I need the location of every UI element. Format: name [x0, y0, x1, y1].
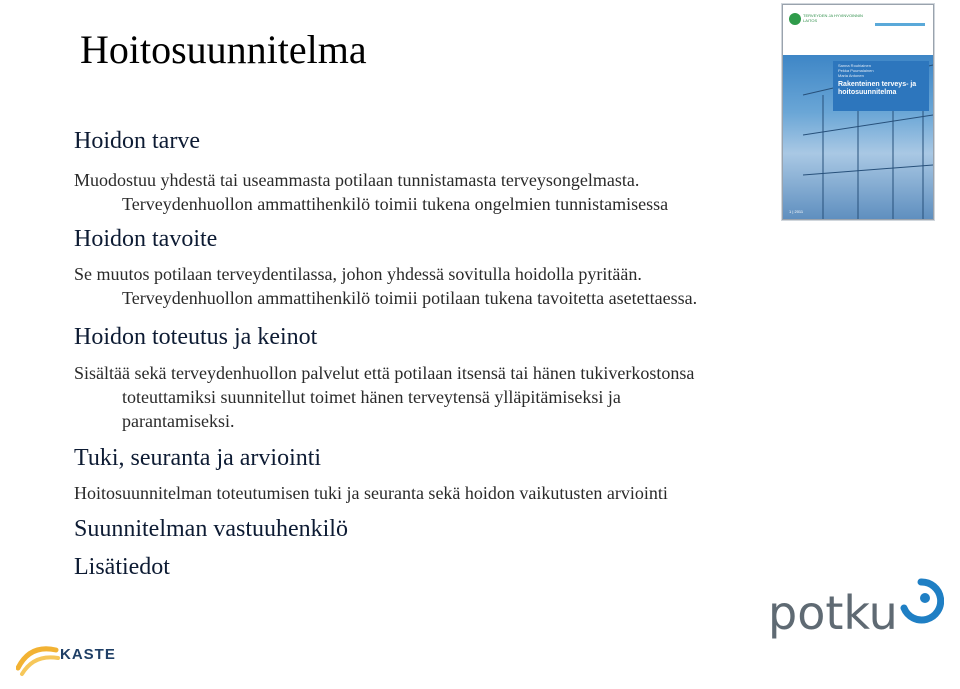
heading-hoidon-toteutus: Hoidon toteutus ja keinot: [74, 324, 318, 350]
toteutus-text-2: toteuttamiksi suunnitellut toimet hänen terveytensä ylläpitämiseksi ja: [122, 387, 621, 407]
cover-publisher: TERVEYDEN JA HYVINVOINNIN LAITOS: [803, 13, 863, 23]
tarve-text-1: Muodostuu yhdestä tai useammasta potilaan tunnistamasta terveysongelmasta.: [74, 170, 640, 190]
toteutus-text-3: parantamiseksi.: [122, 411, 235, 431]
cover-title: Rakenteinen terveys- ja hoitosuunnitelma: [838, 81, 917, 96]
tavoite-text-1: Se muutos potilaan terveydentilassa, johon yhdessä sovitulla hoidolla pyritään.: [74, 264, 642, 284]
heading-hoidon-tarve: Hoidon tarve: [74, 128, 200, 154]
thl-logo-icon: [789, 13, 801, 25]
cover-author: Sanna Rouhiainen: [838, 63, 871, 68]
tavoite-text-2: Terveydenhuollon ammattihenkilö toimii potilaan tukena tavoitetta asetettaessa.: [122, 288, 698, 308]
tarve-text-2: Terveydenhuollon ammattihenkilö toimii tukena ongelmien tunnistamisessa: [122, 194, 669, 214]
cover-author: Pekka Puumalainen: [838, 68, 874, 73]
heading-tuki-seuranta: Tuki, seuranta ja arviointi: [74, 445, 322, 471]
cover-strip: [875, 23, 925, 26]
cover-footer: 1 | 2011: [789, 209, 804, 214]
heading-hoidon-tavoite: Hoidon tavoite: [74, 226, 218, 252]
book-cover-image: [782, 4, 934, 220]
toteutus-text-1: Sisältää sekä terveydenhuollon palvelut että potilaan itsensä tai hänen tukiverkostonsa: [74, 363, 695, 383]
tuki-text-1: Hoitosuunnitelman toteutumisen tuki ja seuranta sekä hoidon vaikutusten arviointi: [74, 483, 668, 503]
potku-swirl-icon: [898, 578, 944, 624]
cover-author: Maria Antonen: [838, 73, 864, 78]
heading-lisatiedot: Lisätiedot: [74, 554, 170, 580]
potku-logo: potku: [768, 586, 898, 640]
kaste-logo-text: KASTE: [60, 646, 116, 663]
slide-title: Hoitosuunnitelma: [80, 27, 367, 72]
cover-authors: [838, 63, 874, 78]
heading-vastuuhenkilo: Suunnitelman vastuuhenkilö: [74, 516, 348, 542]
